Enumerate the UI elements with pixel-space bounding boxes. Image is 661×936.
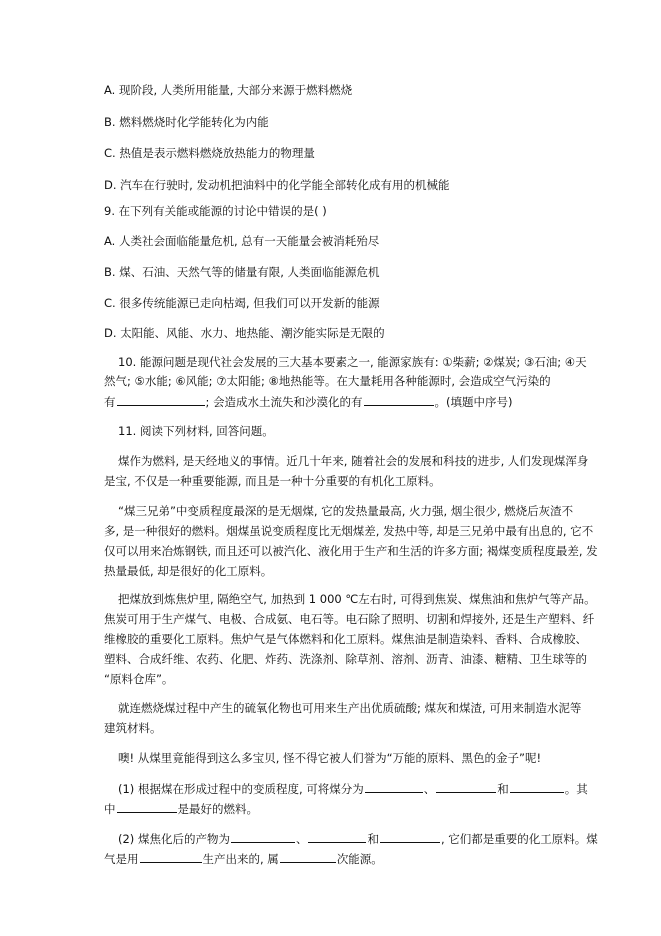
question-10-line3: [104, 393, 564, 410]
q11-sub2-blank-1[interactable]: [231, 830, 295, 843]
q10-text-a: 有: [104, 395, 116, 409]
q11-sub1-blank-3[interactable]: [510, 780, 564, 793]
q11-para2-line3: 仅可以用来冶炼钢铁, 而且还可以被汽化、液化用于生产和生活的许多方面; 褐煤变质程度最差, 发: [104, 544, 598, 558]
q11-para2-line2: 多, 是一种很好的燃料。烟煤虽说变质程度比无烟煤差, 发热中等, 却是三兄弟中最有出息的, 它不: [104, 524, 594, 538]
option-9a: A. 人类社会面临能量危机, 总有一天能量会被消耗殆尽: [104, 234, 380, 248]
q11-sub2-blank-2[interactable]: [308, 830, 366, 843]
q11-sub2-text-c: 和: [367, 832, 379, 846]
q11-para3-line5: “原料仓库”。: [104, 672, 174, 686]
q10-blank-air-pollution[interactable]: [117, 393, 205, 406]
q11-sub2-line1: [118, 830, 598, 847]
q11-para4-line1: 就连燃烧煤过程中产生的硫氧化物也可用来生产出优质硫酸; 煤灰和煤渣, 可用来制造水泥等: [118, 701, 582, 715]
q11-sub1-blank-2[interactable]: [436, 780, 496, 793]
option-9b: B. 煤、石油、天然气等的储量有限, 人类面临能源危机: [104, 265, 380, 279]
q11-sub1-text-a: (1) 根据煤在形成过程中的变质程度, 可将煤分为: [118, 782, 364, 796]
question-10-line2: 然气; ⑤水能; ⑥风能; ⑦太阳能; ⑧地热能等。在大量耗用各种能源时, 会造成空气污染的: [104, 374, 551, 388]
q11-para5: 噢! 从煤里竟能得到这么多宝贝, 怪不得它被人们誉为“万能的原料、黑色的金子”呢!: [118, 751, 542, 765]
question-10-line1: 10. 能源问题是现代社会发展的三大基本要素之一, 能源家族有: ①柴薪; ②煤炭; ③石油; ④天: [118, 355, 587, 369]
q11-sub2-blank-4[interactable]: [140, 850, 202, 863]
q11-sub2-text-g: 次能源。: [336, 852, 383, 866]
option-8c: C. 热值是表示燃料燃烧放热能力的物理量: [104, 146, 315, 160]
question-9-stem: 9. 在下列有关能或能源的讨论中错误的是( ): [104, 204, 327, 218]
q11-para3-line4: 塑料、合成纤维、农药、化肥、炸药、洗涤剂、除草剂、溶剂、沥青、油漆、糖精、卫生球等的: [104, 652, 587, 666]
q11-sub1-blank-1[interactable]: [365, 780, 423, 793]
q11-sub1-line1: [118, 780, 588, 797]
q11-sub1-text-c: 和: [497, 782, 509, 796]
option-8a: A. 现阶段, 人类所用能量, 大部分来源于燃料燃烧: [104, 83, 353, 97]
q10-text-b: ; 会造成水土流失和沙漠化的有: [205, 395, 363, 409]
q11-sub2-text-e: 气是用: [104, 852, 139, 866]
q11-sub2-text-d: , 它们都是重要的化工原料。煤: [440, 832, 598, 846]
q11-para4-line2: 建筑材料。: [104, 721, 162, 735]
q10-text-c: 。(填题中序号): [434, 395, 513, 409]
q11-para3-line1: 把煤放到炼焦炉里, 隔绝空气, 加热到 1 000 ℃左右时, 可得到焦炭、煤焦油和焦炉气等产品。: [118, 592, 596, 606]
q11-para3-line2: 焦炭可用于生产煤气、电极、合成氨、电石等。电石除了照明、切割和焊接外, 还是生产塑料、纤: [104, 612, 595, 626]
q11-sub1-text-b: 、: [423, 782, 436, 796]
q11-sub1-blank-4[interactable]: [117, 800, 177, 813]
q11-sub2-blank-3[interactable]: [380, 830, 440, 843]
q11-sub1-line2: [104, 800, 564, 817]
question-11-stem: 11. 阅读下列材料, 回答问题。: [118, 424, 274, 438]
q11-sub2-blank-5[interactable]: [280, 850, 336, 863]
q10-blank-soil-erosion[interactable]: [364, 393, 434, 406]
q11-sub1-text-d: 。其: [564, 782, 588, 796]
option-8d: D. 汽车在行驶时, 发动机把油料中的化学能全部转化成有用的机械能: [104, 178, 450, 192]
q11-sub2-text-a: (2) 煤焦化后的产物为: [118, 832, 230, 846]
q11-sub1-text-e: 中: [104, 802, 116, 816]
q11-para1-line2: 是宝, 不仅是一种重要能源, 而且是一种十分重要的有机化工原料。: [104, 474, 441, 488]
q11-sub2-line2: [104, 850, 564, 867]
q11-para1-line1: 煤作为燃料, 是天经地义的事情。近几十年来, 随着社会的发展和科技的进步, 人们发现煤浑身: [118, 454, 589, 468]
q11-sub2-text-b: 、: [295, 832, 308, 846]
q11-para3-line3: 维橡胶的重要化工原料。焦炉气是气体燃料和化工原料。煤焦油是制造染料、香料、合成橡胶、: [104, 632, 587, 646]
q11-sub1-text-f: 是最好的燃料。: [177, 802, 258, 816]
q11-para2-line4: 热量最低, 却是很好的化工原料。: [104, 564, 273, 578]
q11-sub2-text-f: 生产出来的, 属: [202, 852, 279, 866]
option-9c: C. 很多传统能源已走向枯竭, 但我们可以开发新的能源: [104, 296, 380, 310]
q11-para2-line1: “煤三兄弟”中变质程度最深的是无烟煤, 它的发热量最高, 火力强, 烟尘很少, 燃烧后灰渣不: [118, 504, 574, 518]
option-8b: B. 燃料燃烧时化学能转化为内能: [104, 115, 269, 129]
option-9d: D. 太阳能、风能、水力、地热能、潮汐能实际是无限的: [104, 326, 385, 340]
